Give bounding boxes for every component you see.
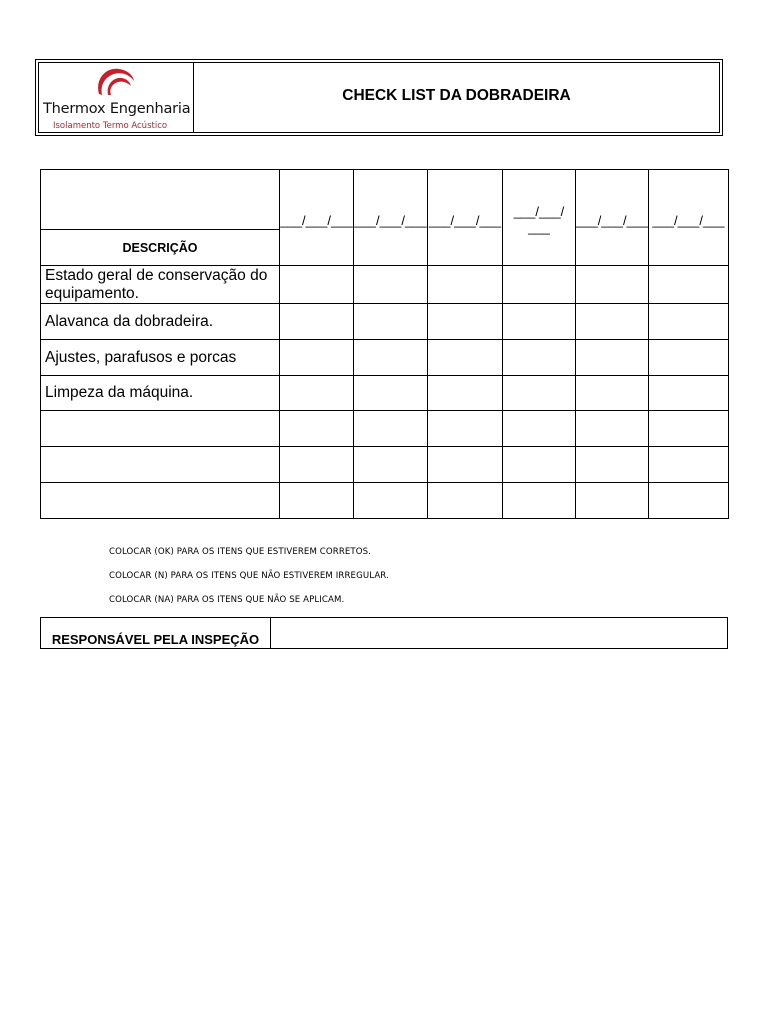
document-title: CHECK LIST DA DOBRADEIRA	[342, 86, 571, 104]
table-row	[41, 411, 729, 447]
instruction-ok: COLOCAR (OK) PARA OS ITENS QUE ESTIVEREM CORRETOS.	[109, 547, 372, 557]
check-cell[interactable]	[280, 304, 354, 340]
document-header	[35, 59, 723, 136]
check-cell[interactable]	[576, 447, 649, 483]
check-cell[interactable]	[649, 304, 729, 340]
date-field-3[interactable]: ___/___/___	[428, 170, 503, 266]
check-cell[interactable]	[649, 266, 729, 304]
table-row	[41, 304, 729, 340]
check-cell[interactable]	[280, 483, 354, 519]
check-cell[interactable]	[428, 340, 503, 376]
date-field-6[interactable]: ___/___/___	[649, 170, 729, 266]
check-cell[interactable]	[503, 340, 576, 376]
check-cell[interactable]	[428, 483, 503, 519]
check-cell[interactable]	[649, 447, 729, 483]
check-cell[interactable]	[649, 376, 729, 411]
check-cell[interactable]	[354, 266, 428, 304]
blank-header-cell	[41, 170, 280, 230]
check-cell[interactable]	[428, 304, 503, 340]
company-tagline: Isolamento Termo Acústico	[53, 121, 168, 131]
check-cell[interactable]	[503, 266, 576, 304]
responsible-row	[40, 617, 728, 649]
table-row	[41, 266, 729, 304]
check-cell[interactable]	[503, 447, 576, 483]
date-header-row	[41, 170, 729, 230]
item-label[interactable]	[41, 447, 280, 483]
instruction-n: COLOCAR (N) PARA OS ITENS QUE NÃO ESTIVEREM IRREGULAR.	[109, 571, 389, 581]
check-cell[interactable]	[576, 411, 649, 447]
table-row	[41, 376, 729, 411]
checklist-table	[40, 169, 729, 519]
check-cell[interactable]	[428, 266, 503, 304]
item-label[interactable]	[41, 483, 280, 519]
check-cell[interactable]	[649, 483, 729, 519]
check-cell[interactable]	[280, 411, 354, 447]
check-cell[interactable]	[354, 340, 428, 376]
item-label: Alavanca da dobradeira.	[41, 304, 280, 340]
check-cell[interactable]	[280, 376, 354, 411]
check-cell[interactable]	[576, 266, 649, 304]
check-cell[interactable]	[503, 304, 576, 340]
check-cell[interactable]	[280, 266, 354, 304]
check-cell[interactable]	[354, 483, 428, 519]
company-logo	[39, 63, 194, 132]
item-label: Ajustes, parafusos e porcas	[41, 340, 280, 376]
check-cell[interactable]	[428, 376, 503, 411]
check-cell[interactable]	[354, 447, 428, 483]
date-field-5[interactable]: ___/___/___	[576, 170, 649, 266]
instructions	[109, 547, 389, 619]
check-cell[interactable]	[428, 447, 503, 483]
check-cell[interactable]	[354, 376, 428, 411]
header-frame	[38, 62, 720, 133]
check-cell[interactable]	[503, 483, 576, 519]
check-cell[interactable]	[428, 411, 503, 447]
table-row	[41, 483, 729, 519]
check-cell[interactable]	[503, 376, 576, 411]
date-field-1[interactable]: ___/___/___	[280, 170, 354, 266]
check-cell[interactable]	[576, 376, 649, 411]
item-label: Limpeza da máquina.	[41, 376, 280, 411]
check-cell[interactable]	[354, 304, 428, 340]
check-cell[interactable]	[354, 411, 428, 447]
company-name: Thermox Engenharia	[43, 101, 191, 117]
check-cell[interactable]	[503, 411, 576, 447]
table-row	[41, 447, 729, 483]
check-cell[interactable]	[649, 340, 729, 376]
check-cell[interactable]	[576, 340, 649, 376]
check-cell[interactable]	[280, 447, 354, 483]
item-label[interactable]	[41, 411, 280, 447]
item-label: Estado geral de conservação do equipamento.	[41, 266, 280, 304]
responsible-field[interactable]	[271, 618, 727, 648]
date-field-4[interactable]: ___/___/___	[503, 170, 576, 266]
description-header: DESCRIÇÃO	[41, 230, 280, 266]
responsible-label: RESPONSÁVEL PELA INSPEÇÃO	[41, 618, 271, 648]
check-cell[interactable]	[649, 411, 729, 447]
thermox-swirl-icon	[91, 64, 137, 104]
table-row	[41, 340, 729, 376]
date-field-2[interactable]: ___/___/___	[354, 170, 428, 266]
check-cell[interactable]	[576, 304, 649, 340]
check-cell[interactable]	[280, 340, 354, 376]
instruction-na: COLOCAR (NA) PARA OS ITENS QUE NÃO SE APLICAM.	[109, 595, 345, 605]
check-cell[interactable]	[576, 483, 649, 519]
